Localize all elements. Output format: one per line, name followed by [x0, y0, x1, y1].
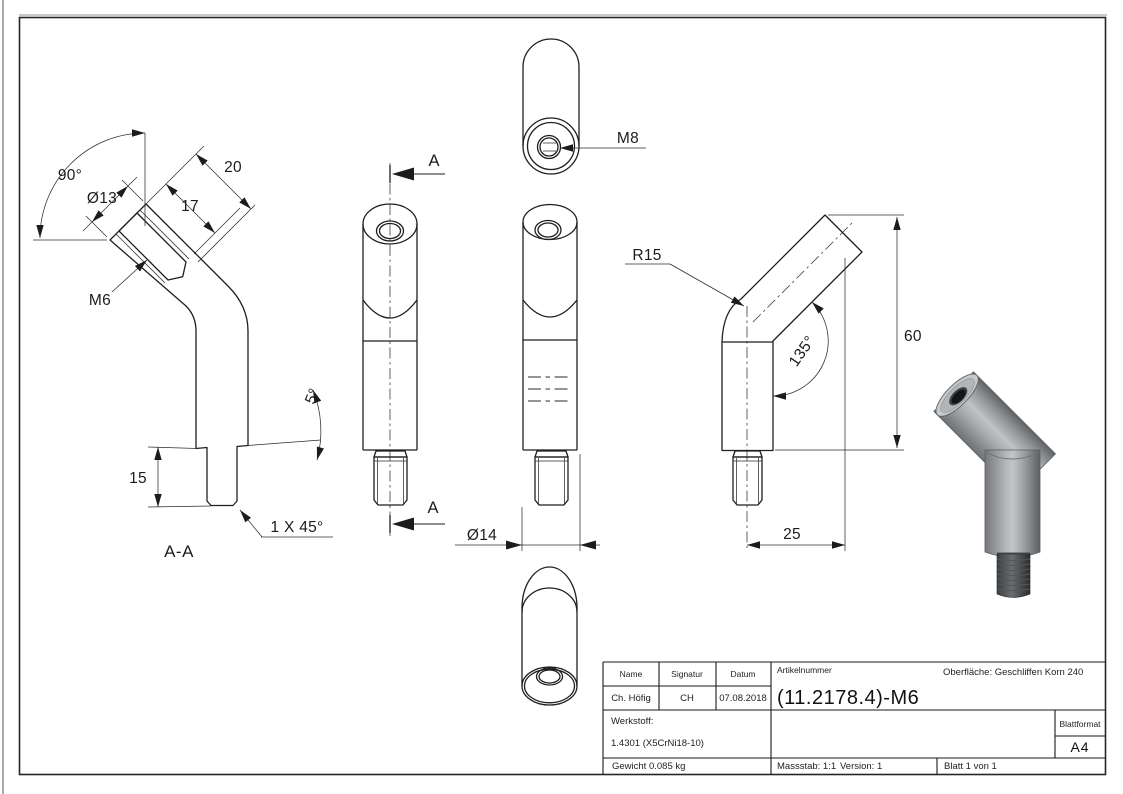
bottom-view — [522, 567, 577, 705]
section-view-aa — [33, 133, 333, 561]
render-body — [985, 450, 1040, 557]
dim-r15: R15 — [632, 247, 662, 264]
dim-angle-5: 5° — [302, 385, 324, 407]
dim-20: 20 — [224, 159, 242, 176]
section-label: A-A — [164, 542, 194, 561]
tb-signatur-value: CH — [680, 693, 694, 704]
dim-dia-13: Ø13 — [86, 190, 118, 207]
tb-massstab: Massstab: 1:1 — [777, 761, 837, 772]
section-arrow-top — [392, 168, 414, 181]
dim-thread-m6: M6 — [88, 292, 112, 309]
tb-oberflaeche: Oberfläche: Geschliffen Korn 240 — [943, 667, 1084, 678]
dim-17: 17 — [181, 198, 199, 215]
title-block — [603, 662, 1105, 774]
tb-artikelnummer-value: (11.2178.4)-M6 — [777, 687, 920, 709]
dim-60: 60 — [904, 328, 922, 345]
dim-dia-14: Ø14 — [466, 527, 498, 544]
top-view — [523, 39, 646, 174]
dim-angle-90: 90° — [57, 167, 83, 184]
tb-name-value: Ch. Höfig — [611, 693, 651, 704]
section-letter-bottom: A — [427, 499, 439, 517]
tb-version: Version: 1 — [840, 761, 883, 772]
tb-datum-label: Datum — [730, 669, 756, 679]
section-letter-top: A — [428, 152, 440, 170]
dim-angle-135: 135° — [785, 332, 819, 370]
tb-gewicht: Gewicht 0.085 kg — [612, 761, 686, 772]
dim-thread-m8: M8 — [616, 130, 640, 147]
dim-15: 15 — [129, 470, 147, 487]
tb-signatur-label: Signatur — [671, 669, 703, 679]
tb-werkstoff-label: Werkstoff: — [611, 716, 654, 727]
section-arrow-bottom — [392, 518, 414, 531]
tb-blatt: Blatt 1 von 1 — [944, 761, 997, 772]
side-view — [625, 215, 922, 551]
dim-chamfer: 1 X 45° — [270, 519, 324, 536]
tb-artikelnummer-label: Artikelnummer — [777, 665, 832, 675]
profile-view — [455, 205, 600, 552]
dim-25: 25 — [783, 526, 801, 543]
m6-tapped-hole — [119, 213, 186, 280]
tb-datum-value: 07.08.2018 — [719, 693, 767, 704]
tb-blattformat-label: Blattformat — [1059, 719, 1101, 729]
tb-name-label: Name — [619, 669, 643, 679]
front-view — [363, 152, 445, 536]
render-3d — [930, 368, 1056, 598]
tb-werkstoff-value: 1.4301 (X5CrNi18-10) — [611, 738, 704, 749]
tb-blattformat-value: A4 — [1070, 739, 1090, 755]
